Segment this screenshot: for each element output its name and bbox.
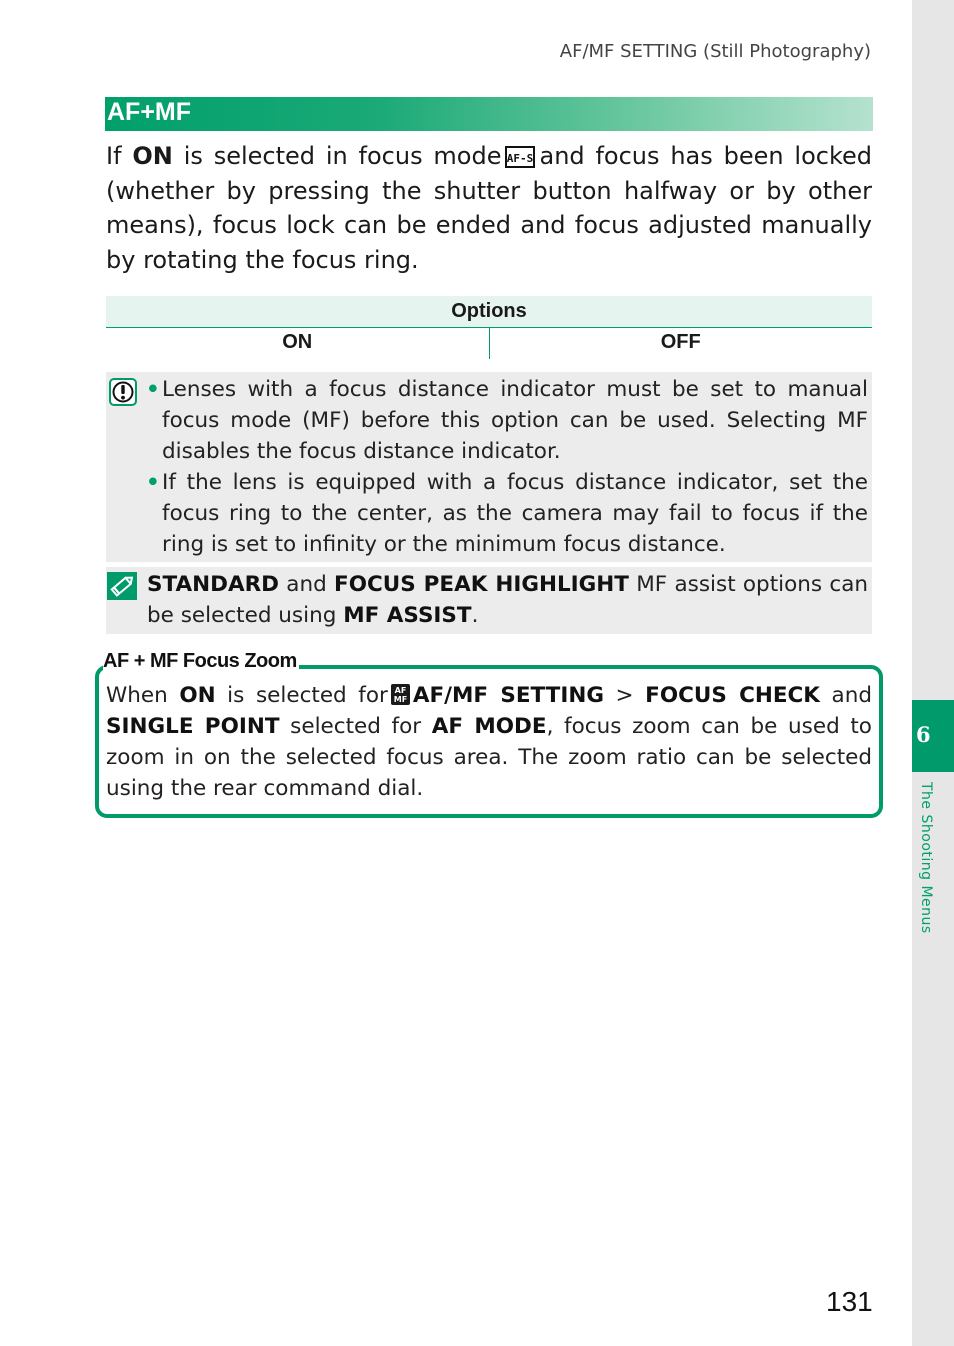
af-mf-menu-icon xyxy=(391,684,410,705)
intro-text-2: is selected in focus mode xyxy=(172,142,502,170)
af-mf-icon-top: AF xyxy=(394,686,407,695)
option-on: ON xyxy=(106,328,490,359)
zoom-on: ON xyxy=(179,683,216,708)
zoom-text-2: is selected for xyxy=(215,683,388,708)
zoom-text-4: and xyxy=(819,683,872,708)
page-number: 131 xyxy=(826,1286,873,1317)
caution-icon xyxy=(109,378,137,406)
caution-item xyxy=(146,374,868,467)
zoom-single-point: SINGLE POINT xyxy=(106,714,280,739)
af-mf-icon-bottom: MF xyxy=(393,695,408,704)
af-s-mode-icon xyxy=(505,146,535,168)
options-table-row xyxy=(106,328,872,359)
focus-zoom-title: AF + MF Focus Zoom xyxy=(103,650,297,672)
options-table xyxy=(106,296,872,359)
note-text-2: MF assist options can be selected using xyxy=(147,572,868,628)
caution-item xyxy=(146,467,868,560)
side-strip xyxy=(912,0,954,1346)
note-icon xyxy=(107,572,137,600)
intro-text-3: and focus has been locked (whether by pressing the shutter button halfway or by other means), focus lock can be ended and focus adjusted manually by rotating the focus ring. xyxy=(106,142,872,274)
zoom-text-1: When xyxy=(106,683,180,708)
bullet-dot: • xyxy=(146,377,160,402)
note-text-3: . xyxy=(471,603,479,628)
options-table-header: Options xyxy=(106,296,872,328)
zoom-focus-check: FOCUS CHECK xyxy=(645,683,820,708)
zoom-text-5: selected for xyxy=(279,714,432,739)
chapter-name: The Shooting Menus xyxy=(918,782,934,934)
intro-paragraph xyxy=(106,139,872,277)
caution-item-text: Lenses with a focus distance indicator must be set to manual focus mode (MF) before this option can be used. Selecting MF disables the focus distance indicator. xyxy=(162,377,868,464)
caution-item-text: If the lens is equipped with a focus distance indicator, set the focus ring to the center, as the camera may fail to focus if the ring is set to infinity or the minimum focus distance. xyxy=(162,470,868,557)
zoom-af-mode: AF MODE xyxy=(431,714,547,739)
option-off: OFF xyxy=(660,331,701,353)
note-box xyxy=(106,567,872,634)
note-text xyxy=(147,569,868,631)
intro-text-1: If xyxy=(106,142,133,170)
section-title: AF+MF xyxy=(107,98,192,126)
caution-box xyxy=(106,372,872,562)
bullet-dot: • xyxy=(146,470,160,495)
running-head: AF/MF SETTING (Still Photography) xyxy=(559,41,871,62)
zoom-text-6: , focus zoom can be used to zoom in on the selected focus area. The zoom ratio can be selected using the rear command dial. xyxy=(106,714,872,801)
section-header-bar xyxy=(105,97,873,131)
zoom-text-3: > xyxy=(603,683,646,708)
chapter-number: 6 xyxy=(916,722,931,747)
note-focus-peak-highlight: FOCUS PEAK HIGHLIGHT xyxy=(334,572,629,597)
zoom-af-mf-setting: AF/MF SETTING xyxy=(412,683,604,708)
caution-list xyxy=(146,374,868,560)
note-text-1: and xyxy=(279,572,335,597)
af-s-icon-text: AF-S xyxy=(507,152,534,165)
focus-zoom-text xyxy=(106,680,872,804)
intro-on: ON xyxy=(132,142,173,170)
note-standard: STANDARD xyxy=(147,572,280,597)
note-mf-assist: MF ASSIST xyxy=(343,603,472,628)
